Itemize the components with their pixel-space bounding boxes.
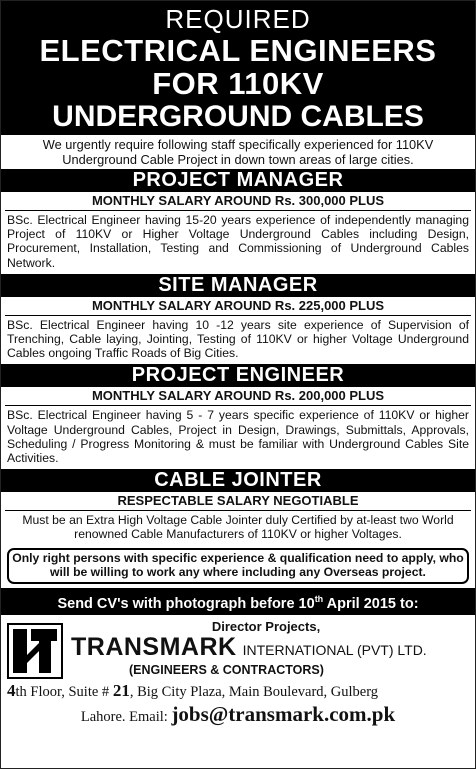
company-logo-icon bbox=[7, 623, 63, 679]
position-title: PROJECT ENGINEER bbox=[1, 364, 475, 387]
suite-number: 21 bbox=[112, 681, 130, 701]
position-cable-jointer bbox=[1, 469, 475, 543]
header-line-2: FOR 110KV bbox=[152, 66, 324, 101]
position-project-manager bbox=[1, 169, 475, 272]
position-description: BSc. Electrical Engineer having 5 - 7 years specific experience of 110KV or higher Voltage Underground Cables, Project in Design, Drawings, Submittals, Approvals, Scheduling / Progress Monitoring & must be familiar with Underground Cables Site Activities. bbox=[7, 408, 469, 466]
position-description: BSc. Electrical Engineer having 15-20 years experience of independently managing Project of 110KV or Higher Voltage Underground Cables including Design, Procurement, Installation, Testing and Commissioning of Underground Cables Network. bbox=[7, 213, 469, 270]
email-line bbox=[7, 702, 469, 729]
company-address bbox=[7, 677, 469, 702]
send-cv-date: April 2015 to: bbox=[323, 595, 419, 612]
header-banner bbox=[1, 1, 475, 135]
send-cv-sup: th bbox=[314, 593, 324, 604]
city-label: Lahore. Email: bbox=[80, 709, 172, 726]
notice-box: Only right persons with specific experience & qualification need to apply, who will be willing to work any where including any Overseas project. bbox=[7, 548, 469, 584]
position-description: BSc. Electrical Engineer having 10 -12 years site experience of Supervision of Trenching, Cable laying, Jointing, Testing of 110KV or higher Voltage Underground Cables ongoing Traffic Roads of Big Cities. bbox=[7, 317, 469, 361]
company-subtitle: (ENGINEERS & CONTRACTORS) bbox=[129, 663, 324, 678]
intro-text: We urgently require following staff specifically experienced for 110KV Underground Cable Project in down town areas of large cities. bbox=[42, 137, 434, 167]
position-salary: RESPECTABLE SALARY NEGOTIABLE bbox=[5, 492, 471, 511]
header-required: REQUIRED bbox=[165, 4, 311, 34]
floor-number: 4 bbox=[7, 681, 16, 701]
email-link[interactable]: jobs@transmark.com.pk bbox=[171, 702, 396, 727]
header-line-3: UNDERGROUND CABLES bbox=[52, 100, 424, 133]
floor-text: th Floor, Suite # bbox=[15, 684, 113, 701]
position-site-manager bbox=[1, 274, 475, 363]
company-suffix: INTERNATIONAL (PVT) LTD. bbox=[242, 642, 427, 659]
position-salary: MONTHLY SALARY AROUND Rs. 225,000 PLUS bbox=[5, 297, 471, 316]
contact-block bbox=[1, 615, 475, 729]
header-line-1: ELECTRICAL ENGINEERS bbox=[39, 33, 437, 68]
position-project-engineer bbox=[1, 364, 475, 467]
send-cv-banner bbox=[1, 588, 475, 616]
position-title: CABLE JOINTER bbox=[1, 469, 475, 492]
position-salary: MONTHLY SALARY AROUND Rs. 200,000 PLUS bbox=[5, 387, 471, 406]
company-name-row bbox=[7, 634, 469, 663]
address-rest: , Big City Plaza, Main Boulevard, Gulberg bbox=[129, 684, 379, 701]
contact-director: Director Projects, bbox=[211, 619, 321, 635]
send-cv-text: Send CV's with photograph before 10 bbox=[57, 595, 315, 612]
position-salary: MONTHLY SALARY AROUND Rs. 300,000 PLUS bbox=[5, 192, 471, 211]
position-title: PROJECT MANAGER bbox=[1, 169, 475, 192]
position-title: SITE MANAGER bbox=[1, 274, 475, 297]
position-description: Must be an Extra High Voltage Cable Jointer duly Certified by at-least two World renowned Cable Manufacturers of 110KV or higher Voltages. bbox=[22, 513, 454, 542]
company-name: TRANSMARK bbox=[71, 633, 237, 662]
